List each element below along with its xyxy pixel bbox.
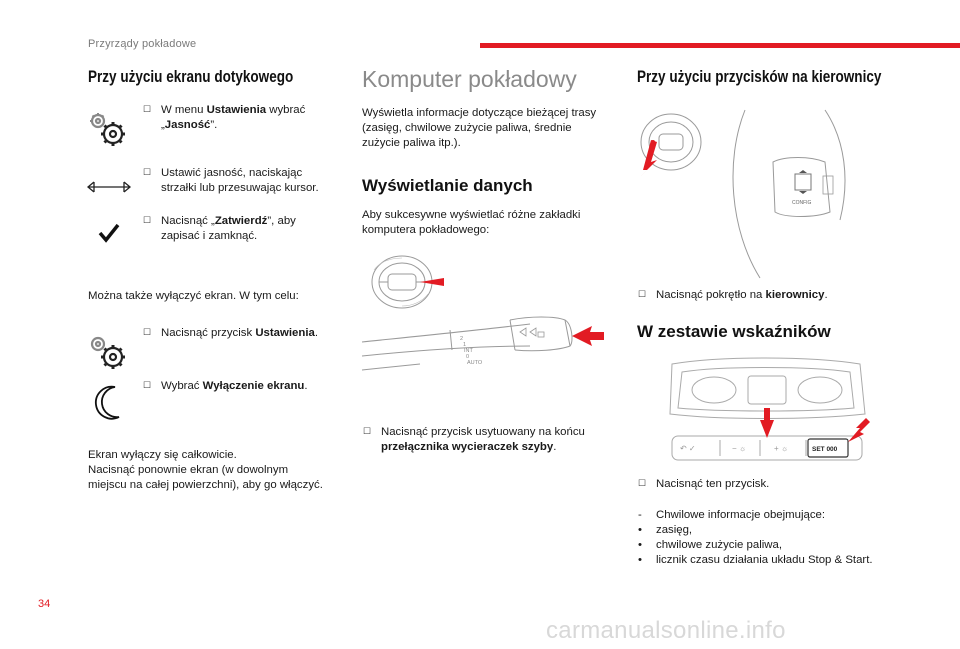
list-dash: - <box>638 509 642 521</box>
bullet-icon: ☐ <box>143 104 152 114</box>
list-item: zasięg, <box>656 524 693 536</box>
bullet-icon: ☐ <box>638 478 647 488</box>
settings-gears-icon <box>85 110 129 148</box>
stalk-label: 0 <box>466 354 470 360</box>
list-intro: Chwilowe informacje obejmujące: <box>656 509 826 521</box>
stalk-label: AUTO <box>467 360 483 366</box>
settings-gears-icon <box>85 333 129 371</box>
bullet-icon: ☐ <box>363 426 372 436</box>
stalk-label: 1 <box>463 342 467 348</box>
step-text: Ustawić jasność, naciskając strzałki lub przesuwając kursor. <box>161 167 319 194</box>
wiper-stalk-illustration <box>360 250 610 390</box>
svg-text:− ☼: − ☼ <box>732 444 747 453</box>
instrument-cluster-illustration <box>660 354 875 474</box>
middle-step-text: Nacisnąć przycisk usytuowany na końcu przełącznika wycieraczek szyby. <box>381 426 585 453</box>
closing-text: Ekran wyłączy się całkowicie. Nacisnąć ponownie ekran (w dowolnym miejscu na całej powierzchni), aby go włączyć. <box>88 449 323 491</box>
svg-text:+ ☼: + ☼ <box>774 444 789 453</box>
right-subheading: W zestawie wskaźników <box>637 322 831 341</box>
middle-subheading: Wyświetlanie danych <box>362 176 533 195</box>
step-text: Nacisnąć „Zatwierdź”, aby zapisać i zamknąć. <box>161 215 296 242</box>
stalk-label: 2 <box>460 336 464 342</box>
double-arrow-icon <box>86 180 132 194</box>
checkmark-icon <box>98 223 120 243</box>
step-text: W menu Ustawienia wybrać „Jasność”. <box>161 104 306 131</box>
left-heading: Przy użyciu ekranu dotykowego <box>88 68 294 86</box>
page-number: 34 <box>38 598 51 610</box>
bullet-icon: ☐ <box>638 289 647 299</box>
list-item: licznik czasu działania układu Stop & Start. <box>656 554 873 566</box>
right-heading: Przy użyciu przycisków na kierownicy <box>637 68 882 86</box>
steering-wheel-illustration <box>635 100 865 280</box>
step-text: Wybrać Wyłączenie ekranu. <box>161 380 308 392</box>
header-accent-bar <box>480 43 960 48</box>
middle-intro: Wyświetla informacje dotyczące bieżącej trasy (zasięg, chwilowe zużycie paliwa, średnie zużycie paliwa itp.). <box>362 107 597 149</box>
svg-text:↶ ✓: ↶ ✓ <box>680 444 696 453</box>
bullet-icon: ☐ <box>143 380 152 390</box>
config-label: CONFIG <box>792 200 812 206</box>
section-title: Przyrządy pokładowe <box>88 38 197 50</box>
middle-heading: Komputer pokładowy <box>362 66 577 92</box>
middle-sub-intro: Aby sukcesywne wyświetlać różne zakładki komputera pokładowego: <box>362 209 581 236</box>
bullet-icon: ☐ <box>143 215 152 225</box>
moon-icon <box>93 383 123 423</box>
list-dot: • <box>638 539 642 551</box>
right-step2-text: Nacisnąć ten przycisk. <box>656 478 770 490</box>
watermark: carmanualsonline.info <box>546 617 786 644</box>
step-text: Nacisnąć przycisk Ustawienia. <box>161 327 318 339</box>
stalk-label: INT <box>464 348 473 354</box>
bullet-icon: ☐ <box>143 327 152 337</box>
list-dot: • <box>638 524 642 536</box>
right-step1-text: Nacisnąć pokrętło na kierownicy. <box>656 289 828 301</box>
bullet-icon: ☐ <box>143 167 152 177</box>
list-item: chwilowe zużycie paliwa, <box>656 539 782 551</box>
set-button-label: SET 000 <box>812 446 838 453</box>
list-dot: • <box>638 554 642 566</box>
also-text: Można także wyłączyć ekran. W tym celu: <box>88 290 299 302</box>
